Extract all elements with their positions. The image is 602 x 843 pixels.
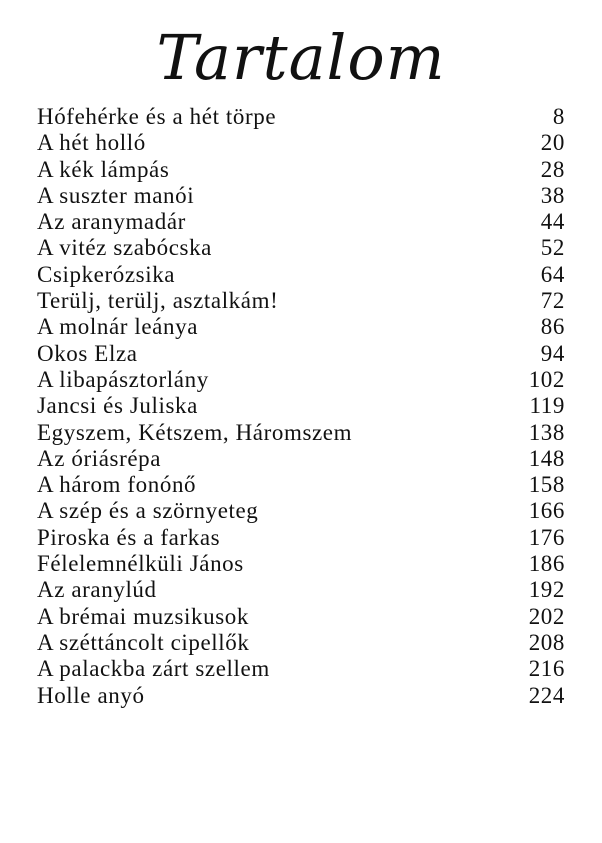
toc-entry	[37, 288, 565, 314]
toc-entry-page: 186	[528, 551, 565, 577]
toc-entry-title: A brémai muzsikusok	[37, 603, 249, 629]
toc-entry	[37, 551, 565, 577]
toc-entry	[37, 314, 565, 340]
toc-entry	[37, 577, 565, 603]
toc-entry-page: 44	[540, 209, 565, 235]
toc-entry-title: Egyszem, Kétszem, Háromszem	[37, 419, 353, 445]
toc-entry-title: A molnár leánya	[37, 314, 199, 340]
toc-entry-page: 72	[540, 288, 565, 314]
toc-entry-title: Félelemnélküli János	[37, 551, 244, 577]
toc-entry-page: 8	[552, 104, 565, 129]
toc-entry-page: 166	[528, 498, 565, 524]
toc-entry	[37, 446, 565, 472]
toc-entry	[37, 367, 565, 393]
toc-entry-title: Hófehérke és a hét törpe	[37, 104, 277, 129]
toc-entry	[37, 630, 565, 656]
toc-entry-title: Az aranymadár	[37, 209, 186, 235]
toc-entry-page: 38	[540, 182, 565, 208]
toc-entry	[37, 525, 565, 551]
toc-entry-title: A kék lámpás	[37, 156, 170, 182]
toc-entry-title: Holle anyó	[37, 682, 145, 708]
toc-entry-title: A szép és a szörnyeteg	[37, 498, 259, 524]
toc-entry-page: 202	[528, 603, 565, 629]
toc-entry-page: 119	[529, 393, 565, 419]
toc-entry-page: 102	[528, 366, 565, 392]
toc-entry-page: 176	[528, 524, 565, 550]
toc-entry-page: 138	[528, 419, 565, 445]
toc-entry-title: Terülj, terülj, asztalkám!	[37, 288, 279, 314]
toc-entry	[37, 262, 565, 288]
toc-entry-title: A széttáncolt cipellők	[37, 629, 250, 655]
toc-entry-page: 192	[528, 577, 565, 603]
toc-entry-title: A három fonónő	[37, 472, 197, 498]
page-title: Tartalom	[156, 21, 446, 94]
toc-entry	[37, 656, 565, 682]
toc-entry-page: 208	[528, 629, 565, 655]
toc-entry-title: A hét holló	[37, 130, 146, 156]
toc-entry-page: 216	[528, 656, 565, 682]
toc-entry-title: Jancsi és Juliska	[37, 393, 198, 419]
toc-entry	[37, 393, 565, 419]
toc-entry	[37, 130, 565, 156]
toc-entry-page: 94	[540, 340, 565, 366]
toc-entry	[37, 683, 565, 709]
toc-entry	[37, 104, 565, 130]
toc-entry-title: Piroska és a farkas	[37, 524, 221, 550]
toc-entry	[37, 183, 565, 209]
toc-entry	[37, 604, 565, 630]
toc-entry-page: 20	[540, 130, 565, 156]
toc-entry	[37, 420, 565, 446]
toc-entry-page: 158	[528, 472, 565, 498]
toc-entry	[37, 498, 565, 524]
toc-entry-title: A palackba zárt szellem	[37, 656, 270, 682]
table-of-contents	[37, 104, 565, 709]
toc-entry-title: Az óriásrépa	[37, 445, 162, 471]
toc-entry-page: 28	[540, 156, 565, 182]
toc-entry-title: Okos Elza	[37, 340, 138, 366]
toc-entry	[37, 341, 565, 367]
toc-entry	[37, 157, 565, 183]
toc-entry-page: 86	[540, 314, 565, 340]
toc-entry-page: 52	[540, 235, 565, 261]
toc-entry-page: 148	[528, 445, 565, 471]
toc-entry-title: Az aranylúd	[37, 577, 157, 603]
toc-entry	[37, 235, 565, 261]
toc-entry-title: A suszter manói	[37, 182, 195, 208]
toc-entry	[37, 209, 565, 235]
toc-entry	[37, 472, 565, 498]
toc-entry-title: Csipkerózsika	[37, 261, 176, 287]
toc-entry-page: 64	[540, 261, 565, 287]
toc-entry-title: A vitéz szabócska	[37, 235, 212, 261]
toc-entry-page: 224	[528, 682, 565, 708]
toc-entry-title: A libapásztorlány	[37, 366, 209, 392]
